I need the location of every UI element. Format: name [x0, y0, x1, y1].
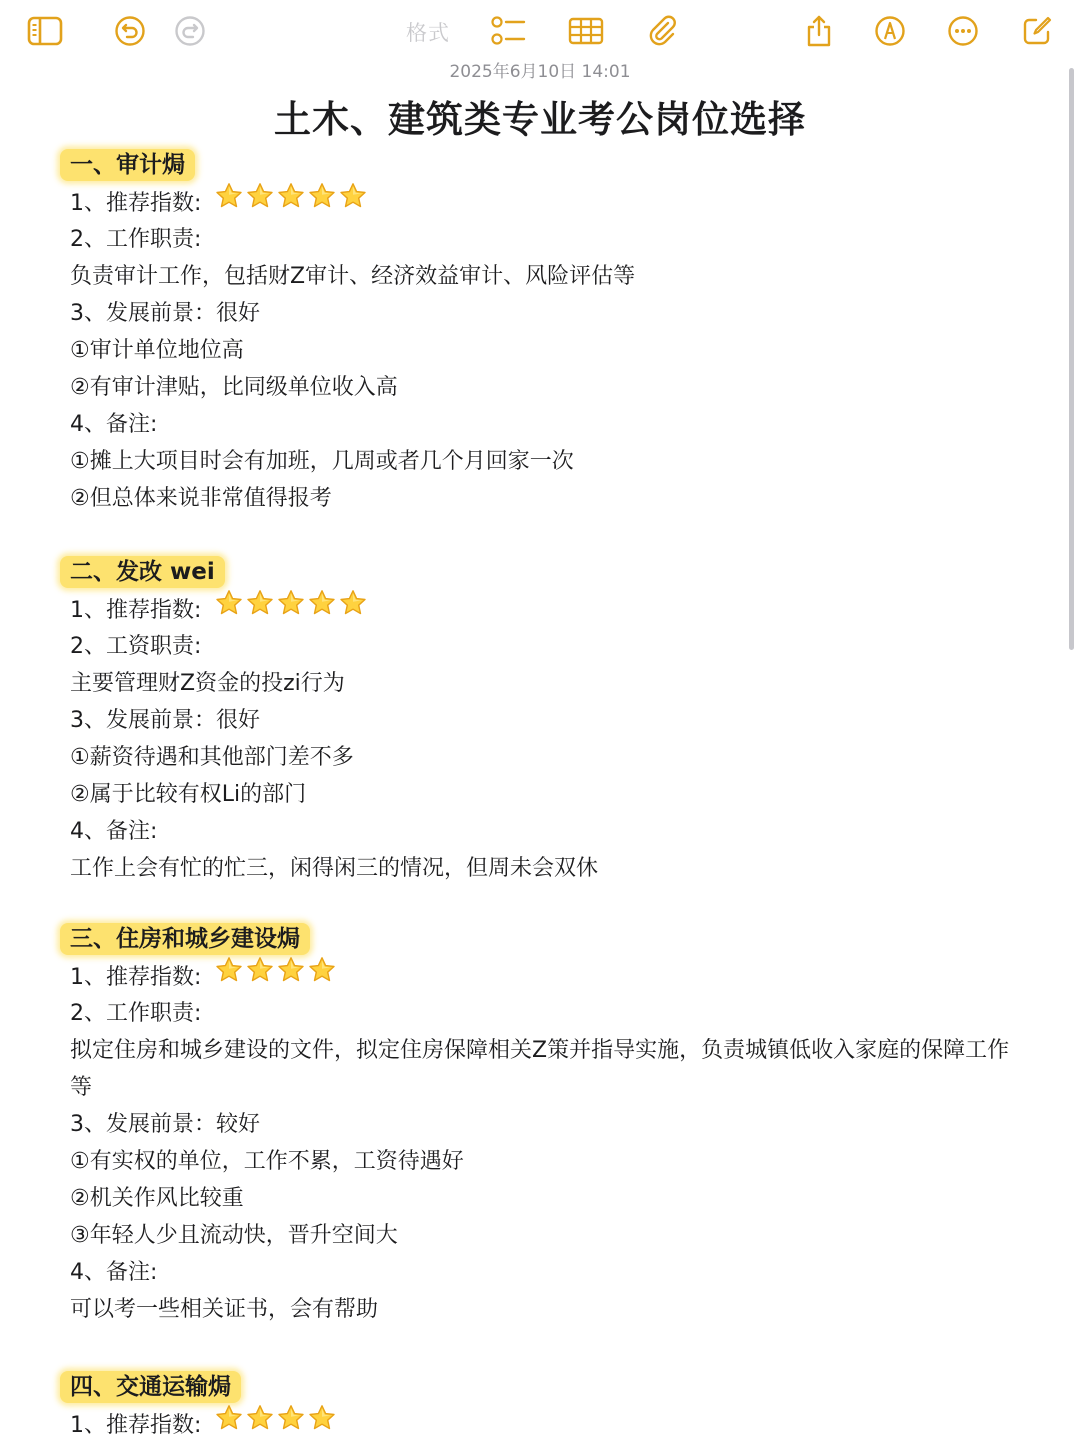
star-rating — [215, 1404, 339, 1440]
star-icon — [215, 182, 243, 222]
note-title[interactable]: 土木、建筑类专业考公岗位选择 — [274, 98, 806, 141]
duty-label: 2、工作职责: — [70, 1001, 202, 1026]
star-icon — [308, 956, 336, 996]
prospect-label: 3、发展前景：很好 — [70, 708, 260, 733]
rating-line — [70, 1406, 1010, 1440]
note-point: 工作上会有忙的忙三，闲得闲三的情况，但周未会双休 — [70, 856, 599, 881]
duty-text: 负责审计工作，包括财Z审计、经济效益审计、风险评估等 — [70, 264, 636, 289]
section-heading: 一、审计焗 — [60, 149, 195, 181]
redo-icon[interactable] — [171, 12, 209, 50]
star-rating — [215, 182, 370, 222]
star-icon — [277, 1404, 305, 1440]
note-body[interactable] — [70, 146, 1010, 1440]
star-icon — [308, 589, 336, 629]
compose-icon[interactable] — [1018, 12, 1056, 50]
star-icon — [277, 589, 305, 629]
sidebar-toggle-icon[interactable] — [26, 12, 64, 50]
section-heading: 四、交通运输焗 — [60, 1371, 241, 1403]
share-icon[interactable] — [800, 12, 838, 50]
note-point: 可以考一些相关证书，会有帮助 — [70, 1297, 379, 1322]
note-point: ①摊上大项目时会有加班，几周或者几个月回家一次 — [70, 449, 574, 474]
rating-line — [70, 184, 1010, 221]
prospect-point: ②机关作风比较重 — [70, 1186, 244, 1211]
star-icon — [308, 1404, 336, 1440]
star-icon — [215, 589, 243, 629]
markup-pen-icon[interactable] — [871, 12, 909, 50]
star-icon — [246, 1404, 274, 1440]
star-icon — [339, 182, 367, 222]
attachment-icon[interactable] — [643, 12, 681, 50]
toolbar — [0, 0, 1080, 60]
duty-label: 2、工资职责: — [70, 634, 202, 659]
rating-label: 1、推荐指数: — [70, 965, 202, 990]
star-rating — [215, 589, 370, 629]
prospect-point: ①有实权的单位，工作不累，工资待遇好 — [70, 1149, 464, 1174]
prospect-label: 3、发展前景：很好 — [70, 301, 260, 326]
note-date: 2025年6月10日 14:01 — [449, 62, 631, 82]
more-options-icon[interactable] — [944, 12, 982, 50]
rating-label: 1、推荐指数: — [70, 1413, 202, 1438]
star-icon — [277, 956, 305, 996]
note-point: ②但总体来说非常值得报考 — [70, 486, 332, 511]
star-icon — [215, 1404, 243, 1440]
scroll-indicator[interactable] — [1069, 68, 1074, 650]
duty-text: 拟定住房和城乡建设的文件，拟定住房保障相关Z策并指导实施，负责城镇低收入家庭的保障工作等 — [70, 1038, 1010, 1100]
duty-text: 主要管理财Z资金的投zi行为 — [70, 671, 345, 696]
section-heading: 二、发改 wei — [60, 556, 225, 588]
section-2 — [70, 553, 1010, 887]
note-label: 4、备注: — [70, 819, 158, 844]
section-3 — [70, 920, 1010, 1328]
prospect-label: 3、发展前景：较好 — [70, 1112, 260, 1137]
star-rating — [215, 956, 339, 996]
prospect-point: ③年轻人少且流动快，晋升空间大 — [70, 1223, 398, 1248]
star-icon — [246, 956, 274, 996]
star-icon — [308, 182, 336, 222]
prospect-point: ②有审计津贴，比同级单位收入高 — [70, 375, 398, 400]
duty-label: 2、工作职责: — [70, 227, 202, 252]
prospect-point: ①薪资待遇和其他部门差不多 — [70, 745, 354, 770]
star-icon — [339, 589, 367, 629]
checklist-icon[interactable] — [490, 12, 528, 50]
note-label: 4、备注: — [70, 1260, 158, 1285]
rating-label: 1、推荐指数: — [70, 191, 202, 216]
star-icon — [277, 182, 305, 222]
section-4 — [70, 1368, 1010, 1440]
rating-label: 1、推荐指数: — [70, 598, 202, 623]
note-label: 4、备注: — [70, 412, 158, 437]
rating-line — [70, 958, 1010, 995]
rating-line — [70, 591, 1010, 628]
table-icon[interactable] — [567, 12, 605, 50]
section-1 — [70, 146, 1010, 517]
format-button[interactable]: 格式 — [406, 21, 450, 45]
section-heading: 三、住房和城乡建设焗 — [60, 923, 310, 955]
star-icon — [246, 182, 274, 222]
star-icon — [215, 956, 243, 996]
prospect-point: ②属于比较有权Li的部门 — [70, 782, 307, 807]
prospect-point: ①审计单位地位高 — [70, 338, 244, 363]
star-icon — [246, 589, 274, 629]
undo-icon[interactable] — [111, 12, 149, 50]
